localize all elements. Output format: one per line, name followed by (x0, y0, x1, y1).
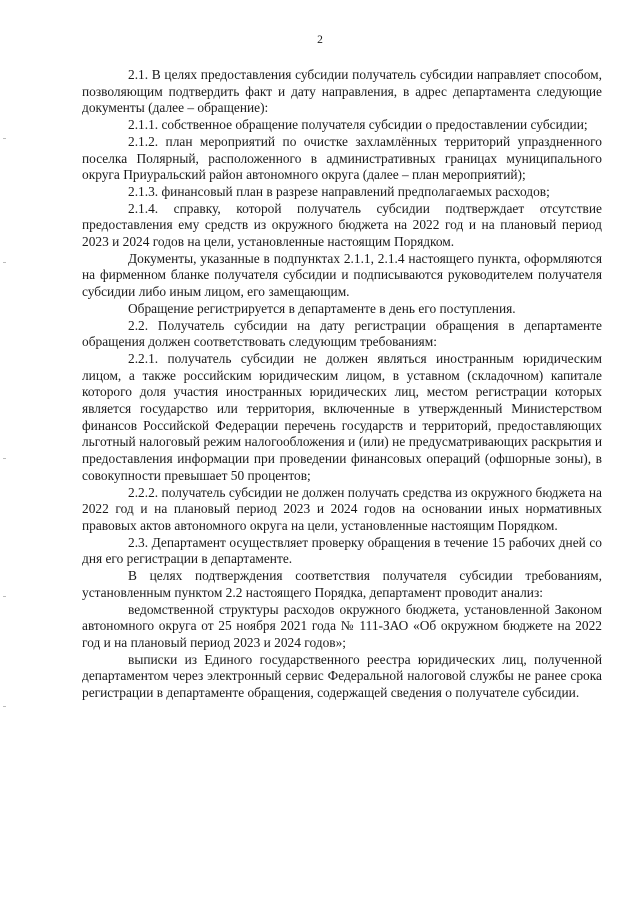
paragraph-2-1-4: 2.1.4. справку, которой получатель субсидии подтверждает отсутствие предоставления ему средств из окружного бюджета на 2022 год и на плановый период 2023 и 2024 годов на цели, установленные настоящим Порядком. (82, 200, 602, 250)
paragraph-2-2-2: 2.2.2. получатель субсидии не должен получать средства из окружного бюджета на 2022 год и на плановый период 2023 и 2024 годов на основании иных нормативных правовых актов автономного округа на цели, установленные настоящим Порядком. (82, 484, 602, 533)
paragraph-2-2-1: 2.2.1. получатель субсидии не должен являться иностранным юридическим лицом, а также российским юридическим лицом, в уставном (складочном) капитале которого доля участия иностранных юридических лиц, местом регистрации которых является государство или территория, включенные в утвержденный Министерством финансов Российской Федерации перечень государств и территорий, предоставляющих льготный налоговый режим налогообложения и (или) не предусматривающих раскрытия и предоставления информации при проведении финансовых операций (офшорные зоны), в совокупности превышает 50 процентов; (82, 350, 602, 483)
paragraph-2-1-1: 2.1.1. собственное обращение получателя субсидии о предоставлении субсидии; (128, 117, 588, 133)
paragraph-analysis-intro: В целях подтверждения соответствия получателя субсидии требованиям, установленным пунктом 2.2 настоящего Порядка, департамент проводит анализ: (82, 568, 602, 600)
document-body (82, 67, 602, 702)
page-number: 2 (317, 34, 323, 46)
paragraph-analysis-budget: ведомственной структуры расходов окружного бюджета, установленной Законом автономного округа от 25 ноября 2021 года № 111-ЗАО «Об окружном бюджете на 2022 год и на плановый период 2023 и 2024 годов»; (82, 601, 602, 650)
paragraph-2-1-2: 2.1.2. план мероприятий по очистке захламлённых территорий упраздненного поселка Полярный, расположенного в административных границах муниципального округа Приуральский район автономного округа (далее – план мероприятий); (82, 133, 602, 183)
paragraph-analysis-registry: выписки из Единого государственного реестра юридических лиц, полученной департаментом через электронный сервис Федеральной налоговой службы не ранее срока регистрации в департаменте обращения, содержащей сведения о получателе субсидии. (82, 651, 602, 701)
paragraph-2-2: 2.2. Получатель субсидии на дату регистрации обращения в департаменте обращения должен соответствовать следующим требованиям: (82, 317, 602, 350)
paragraph-documents-note: Документы, указанные в подпунктах 2.1.1, 2.1.4 настоящего пункта, оформляются на фирменном бланке получателя субсидии и подписываются руководителем получателя субсидии либо иным лицом, его замещающим. (82, 250, 602, 300)
paragraph-2-3: 2.3. Департамент осуществляет проверку обращения в течение 15 рабочих дней со дня его регистрации в департаменте. (82, 534, 602, 567)
paragraph-registration: Обращение регистрируется в департаменте в день его поступления. (128, 300, 516, 316)
scan-edge-marks (0, 0, 12, 905)
paragraph-2-1-3: 2.1.3. финансовый план в разрезе направлений предполагаемых расходов; (128, 183, 550, 199)
paragraph-2-1: 2.1. В целях предоставления субсидии получатель субсидии направляет способом, позволяющим подтвердить факт и дату направления, в адрес департамента следующие документы (далее – обращение): (82, 67, 602, 116)
